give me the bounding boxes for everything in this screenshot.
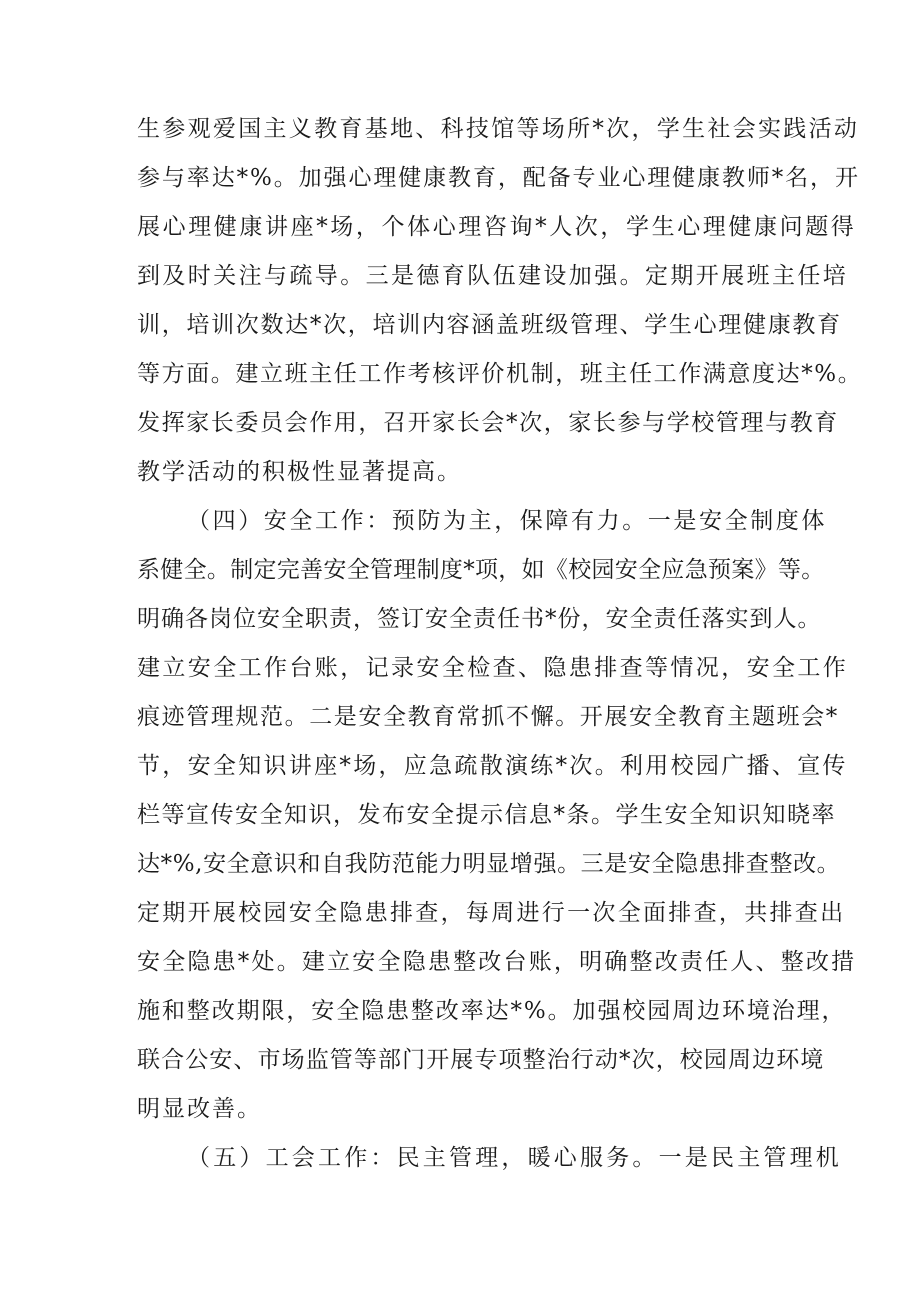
section-heading-line: （四）安全工作：预防为主，保障有力。一是安全制度体 (187, 508, 827, 534)
text-line: 系健全。制定完善安全管理制度*项，如《校园安全应急预案》等。 (137, 557, 825, 583)
text-line: 施和整改期限，安全隐患整改率达*%。加强校园周边环境治理， (137, 998, 847, 1024)
text-line: 联合公安、市场监管等部门开展专项整治行动*次，校园周边环境 (137, 1047, 825, 1073)
text-line: 定期开展校园安全隐患排查，每周进行一次全面排查，共排查出 (137, 900, 846, 926)
text-line: 建立安全工作台账，记录安全检查、隐患排查等情况，安全工作 (137, 655, 849, 681)
text-line: 生参观爱国主义教育基地、科技馆等场所*次，学生社会实践活动 (137, 116, 860, 142)
text-line: 明显改善。 (137, 1096, 262, 1122)
text-line: 达*%,安全意识和自我防范能力明显增强。三是安全隐患排查整改。 (137, 851, 841, 877)
text-line: 节，安全知识讲座*场，应急疏散演练*次。利用校园广播、宣传 (137, 753, 848, 779)
text-line: 等方面。建立班主任工作考核评价机制，班主任工作满意度达*%。 (137, 361, 863, 387)
text-line: 训，培训次数达*次，培训内容涵盖班级管理、学生心理健康教育 (137, 312, 842, 338)
section-heading-line: （五）工会工作：民主管理，暖心服务。一是民主管理机 (187, 1145, 842, 1171)
text-line: 到及时关注与疏导。三是德育队伍建设加强。定期开展班主任培 (137, 263, 849, 289)
text-line: 痕迹管理规范。二是安全教育常抓不懈。开展安全教育主题班会* (137, 704, 839, 730)
text-line: 发挥家长委员会作用，召开家长会*次，家长参与学校管理与教育 (137, 410, 839, 436)
text-line: 参与率达*%。加强心理健康教育，配备专业心理健康教师*名，开 (137, 165, 860, 191)
text-line: 明确各岗位安全职责，签订安全责任书*份，安全责任落实到人。 (137, 606, 822, 632)
text-line: 展心理健康讲座*场，个体心理咨询*人次，学生心理健康问题得 (137, 214, 857, 240)
text-line: 安全隐患*处。建立安全隐患整改台账，明确整改责任人、整改措 (137, 949, 857, 975)
text-line: 栏等宣传安全知识，发布安全提示信息*条。学生安全知识知晓率 (137, 802, 836, 828)
text-line: 教学活动的积极性显著提高。 (137, 459, 462, 485)
